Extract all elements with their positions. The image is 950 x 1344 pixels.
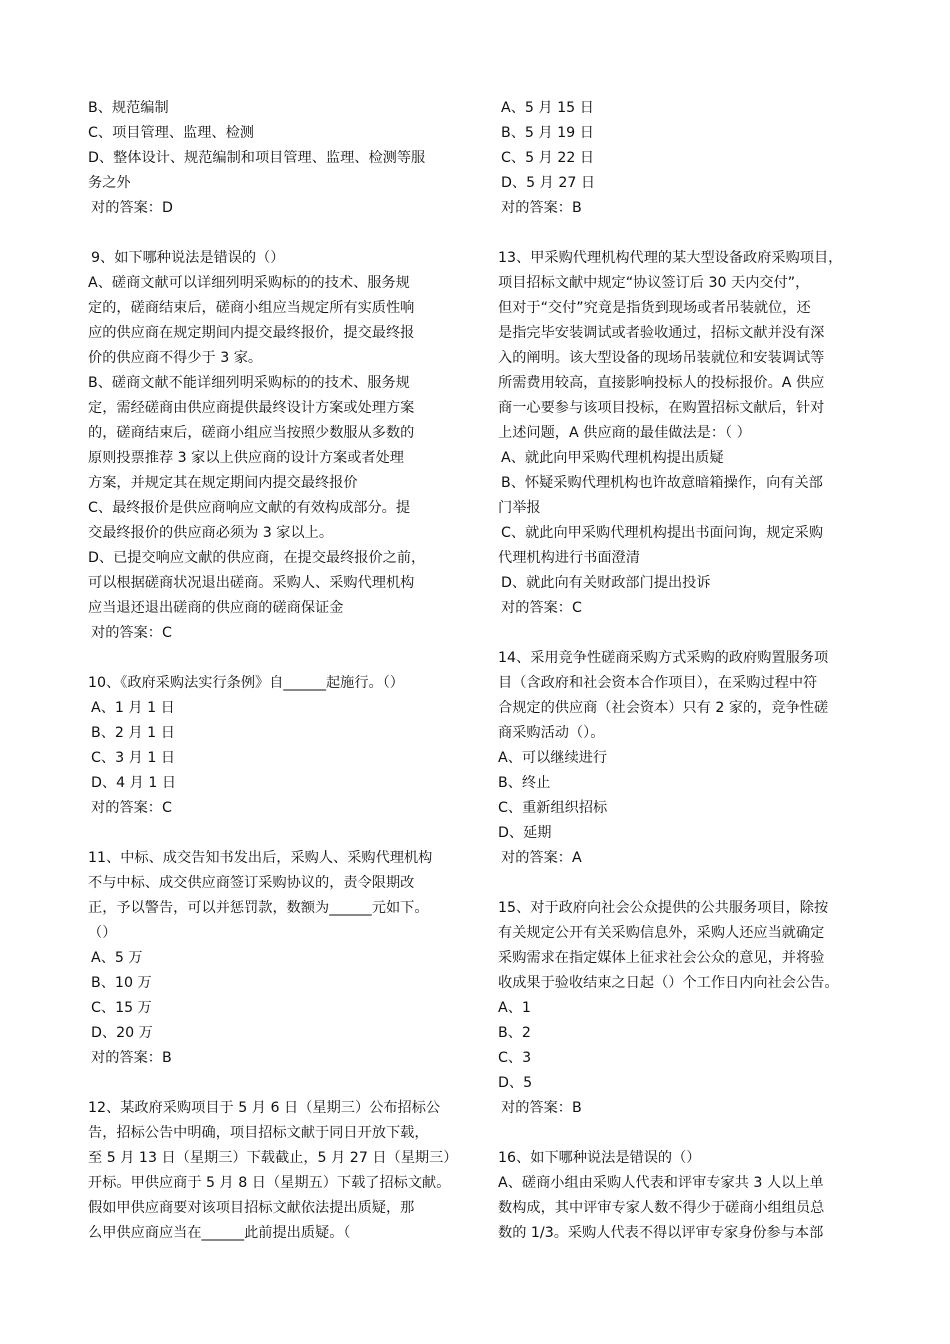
text-line: D、4 月 1 日 — [91, 775, 177, 791]
text-line: 对的答案：C — [501, 600, 582, 616]
text-line: 对的答案：C — [91, 625, 172, 641]
text-line: 正，予以警告，可以并惩罚款，数额为______元如下。 — [88, 900, 429, 916]
text-line: 可以根据磋商状况退出磋商。采购人、采购代理机构 — [88, 575, 415, 591]
text-line: 13、甲采购代理机构代理的某大型设备政府采购项目， — [498, 250, 843, 266]
text-line: A、1 — [498, 1000, 531, 1016]
text-line: 收成果于验收结束之日起（）个工作日内向社会公告。 — [498, 975, 839, 991]
text-line: 假如甲供应商要对该项目招标文献依法提出质疑，那 — [88, 1200, 415, 1216]
text-line: A、5 万 — [91, 950, 143, 966]
text-line: 10、《政府采购法实行条例》自______起施行。（） — [88, 675, 404, 691]
paragraph-gap — [88, 646, 480, 671]
text-line: 数的 1/3。采购人代表不得以评审专家身份参与本部 — [498, 1225, 824, 1241]
text-line: 是指完毕安装调试或者验收通过，招标文献并没有深 — [498, 325, 825, 341]
paragraph-gap — [498, 621, 890, 646]
text-line: 代理机构进行书面澄清 — [498, 550, 640, 566]
text-line: 对的答案：A — [501, 850, 582, 866]
text-line: 合规定的供应商（社会资本）只有 2 家的，竞争性磋 — [498, 700, 829, 716]
text-line: 的，磋商结束后，磋商小组应当按照少数服从多数的 — [88, 425, 415, 441]
text-line: 对的答案：B — [501, 1100, 582, 1116]
text-line: 价的供应商不得少于 3 家。 — [88, 350, 263, 366]
text-line: 入的阐明。该大型设备的现场吊装就位和安装调试等 — [498, 350, 825, 366]
text-line: C、重新组织招标 — [498, 800, 608, 816]
text-line: 数构成，其中评审专家人数不得少于磋商小组组员总 — [498, 1200, 825, 1216]
text-line: B、怀疑采购代理机构也许故意暗箱操作，向有关部 — [501, 475, 823, 491]
text-line: D、20 万 — [91, 1025, 153, 1041]
text-line: 11、中标、成交告知书发出后，采购人、采购代理机构 — [88, 850, 433, 866]
text-line: A、5 月 15 日 — [501, 100, 594, 116]
text-line: B、10 万 — [91, 975, 152, 991]
text-line: 9、如下哪种说法是错误的（） — [91, 250, 285, 266]
paragraph-gap — [498, 871, 890, 896]
text-line: 16、如下哪种说法是错误的（） — [498, 1150, 701, 1166]
text-line: 但对于“交付”究竟是指货到现场或者吊装就位，还 — [498, 300, 811, 316]
text-line: 开标。甲供应商于 5 月 8 日（星期五）下载了招标文献。 — [88, 1175, 451, 1191]
text-line: 门举报 — [498, 500, 541, 516]
text-line: B、磋商文献不能详细列明采购标的的技术、服务规 — [88, 375, 410, 391]
text-line: D、整体设计、规范编制和项目管理、监理、检测等服 — [88, 150, 426, 166]
text-line: B、2 月 1 日 — [91, 725, 175, 741]
paragraph-gap — [498, 221, 890, 246]
text-line: 14、采用竞争性磋商采购方式采购的政府购置服务项 — [498, 650, 829, 666]
text-line: C、3 — [498, 1050, 532, 1066]
text-line: D、5 月 27 日 — [501, 175, 596, 191]
text-line: B、2 — [498, 1025, 531, 1041]
text-line: A、1 月 1 日 — [91, 700, 175, 716]
text-line: 么甲供应商应当在______此前提出质疑。（ — [88, 1225, 351, 1241]
text-line: 方案，并规定其在规定期间内提交最终报价 — [88, 475, 358, 491]
text-line: 原则投票推荐 3 家以上供应商的设计方案或者处理 — [88, 450, 404, 466]
text-line: 目（含政府和社会资本合作项目），在采购过程中符 — [498, 675, 818, 691]
text-line: B、5 月 19 日 — [501, 125, 594, 141]
text-line: 应的供应商在规定期间内提交最终报价，提交最终报 — [88, 325, 415, 341]
text-line: 务之外 — [88, 175, 131, 191]
text-line: B、规范编制 — [88, 100, 169, 116]
text-line: 应当退还退出磋商的供应商的磋商保证金 — [88, 600, 344, 616]
text-line: 告，招标公告中明确，项目招标文献于同日开放下载， — [88, 1125, 429, 1141]
text-line: 商一心要参与该项目投标，在购置招标文献后，针对 — [498, 400, 825, 416]
text-line: D、5 — [498, 1075, 533, 1091]
text-line: A、可以继续进行 — [498, 750, 608, 766]
text-line: （） — [88, 925, 117, 941]
text-line: 采购需求在指定媒体上征求社会公众的意见，并将验 — [498, 950, 825, 966]
text-line: 定的，磋商结束后，磋商小组应当规定所有实质性响 — [88, 300, 415, 316]
text-line: A、就此向甲采购代理机构提出质疑 — [501, 450, 724, 466]
text-line: 至 5 月 13 日（星期三）下载截止，5 月 27 日（星期三） — [88, 1150, 458, 1166]
text-line: 交最终报价的供应商必须为 3 家以上。 — [88, 525, 334, 541]
text-line: D、就此向有关财政部门提出投诉 — [501, 575, 711, 591]
text-line: D、已提交响应文献的供应商，在提交最终报价之前， — [88, 550, 426, 566]
text-line: C、项目管理、监理、检测 — [88, 125, 254, 141]
text-line: 有关规定公开有关采购信息外，采购人还应当就确定 — [498, 925, 825, 941]
text-line: 15、对于政府向社会公众提供的公共服务项目，除按 — [498, 900, 829, 916]
text-line: B、终止 — [498, 775, 551, 791]
text-line: 对的答案：B — [91, 1050, 172, 1066]
text-line: A、磋商小组由采购人代表和评审专家共 3 人以上单 — [498, 1175, 824, 1191]
text-line: A、磋商文献可以详细列明采购标的的技术、服务规 — [88, 275, 410, 291]
text-line: 对的答案：D — [91, 200, 173, 216]
text-line: C、最终报价是供应商响应文献的有效构成部分。提 — [88, 500, 411, 516]
text-line: 12、某政府采购项目于 5 月 6 日（星期三）公布招标公 — [88, 1100, 441, 1116]
text-line: 项目招标文献中规定“协议签订后 30 天内交付”， — [498, 275, 810, 291]
text-line: 商采购活动（）。 — [498, 725, 605, 741]
text-line: C、15 万 — [91, 1000, 152, 1016]
text-line: C、就此向甲采购代理机构提出书面问询，规定采购 — [501, 525, 824, 541]
text-line: 对的答案：B — [501, 200, 582, 216]
paragraph-gap — [88, 821, 480, 846]
paragraph-gap — [88, 1071, 480, 1096]
text-line: C、5 月 22 日 — [501, 150, 595, 166]
text-line: 定，需经磋商由供应商提供最终设计方案或处理方案 — [88, 400, 415, 416]
paragraph-gap — [498, 1121, 890, 1146]
text-line: 对的答案：C — [91, 800, 172, 816]
text-line: 上述问题，A 供应商的最佳做法是：（ ） — [498, 425, 751, 441]
text-line: 所需费用较高，直接影响投标人的投标报价。A 供应 — [498, 375, 825, 391]
right-column — [498, 96, 890, 1246]
left-column — [88, 96, 480, 1246]
text-line: C、3 月 1 日 — [91, 750, 176, 766]
text-line: 不与中标、成交供应商签订采购协议的，责令限期改 — [88, 875, 415, 891]
text-line: D、延期 — [498, 825, 552, 841]
paragraph-gap — [88, 221, 480, 246]
